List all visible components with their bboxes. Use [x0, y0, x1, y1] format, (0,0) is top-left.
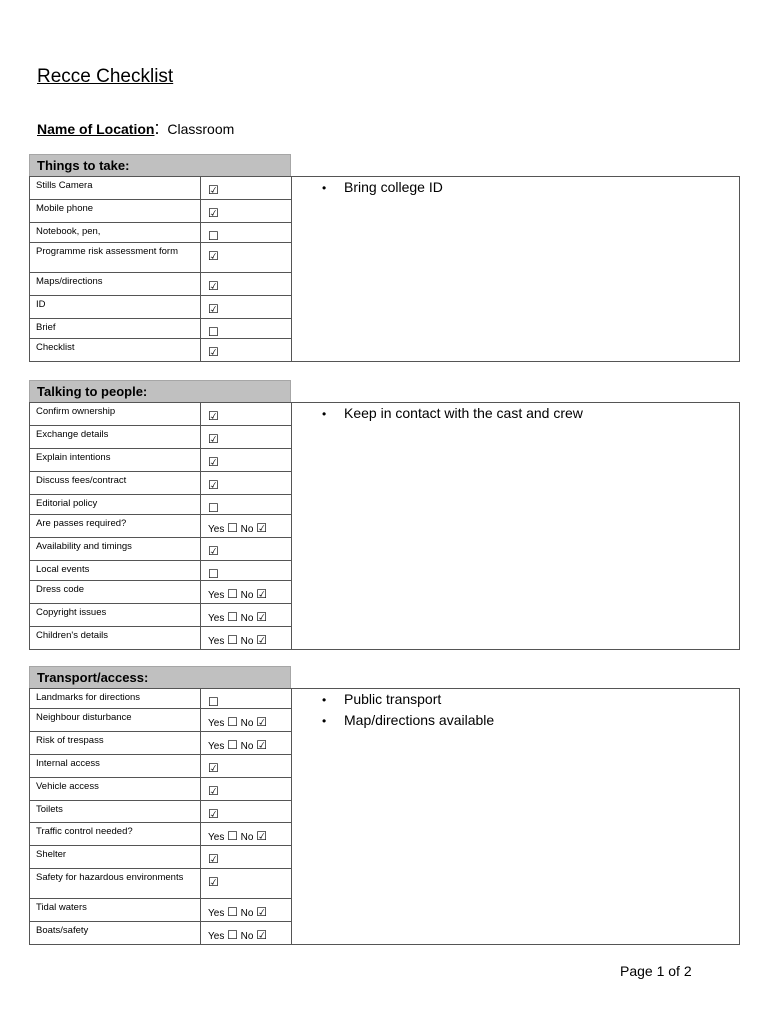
item-label: Stills Camera	[30, 177, 201, 199]
checklist-items	[30, 177, 292, 361]
checkbox-unchecked-icon: ☐	[227, 521, 238, 535]
item-state	[201, 538, 292, 560]
item-state	[201, 801, 292, 822]
checkbox-checked-icon: ☑	[208, 807, 219, 821]
item-state	[201, 319, 292, 338]
note-text: Keep in contact with the cast and crew	[344, 405, 583, 421]
notes-column	[292, 177, 739, 361]
item-state	[201, 296, 292, 318]
checklist-row	[30, 922, 292, 944]
checkbox-unchecked-icon: ☐	[227, 905, 238, 919]
yes-label: Yes	[208, 741, 225, 752]
item-label: ID	[30, 296, 201, 318]
item-label: Safety for hazardous environments	[30, 869, 201, 898]
no-label: No	[240, 613, 254, 624]
bullet-icon: •	[322, 407, 327, 421]
note-item	[322, 712, 739, 728]
item-state	[201, 778, 292, 800]
item-state	[201, 604, 292, 626]
item-state	[201, 899, 292, 921]
checkbox-unchecked-icon: ☐	[208, 695, 219, 709]
yes-label: Yes	[208, 931, 225, 942]
checklist-row	[30, 627, 292, 649]
yes-label: Yes	[208, 832, 225, 843]
yes-label: Yes	[208, 718, 225, 729]
note-item	[322, 405, 739, 421]
checkbox-checked-icon: ☑	[208, 544, 219, 558]
note-text: Bring college ID	[344, 179, 443, 195]
location-value: Classroom	[167, 121, 235, 137]
location-label: Name of Location	[37, 121, 155, 137]
checkbox-checked-icon: ☑	[256, 587, 267, 601]
item-label: Vehicle access	[30, 778, 201, 800]
item-state	[201, 177, 292, 199]
item-label: Dress code	[30, 581, 201, 603]
item-state	[201, 823, 292, 845]
checkbox-unchecked-icon: ☐	[227, 715, 238, 729]
item-state	[201, 561, 292, 580]
checkbox-checked-icon: ☑	[208, 432, 219, 446]
checklist-table	[29, 176, 740, 362]
checklist-row	[30, 200, 292, 223]
item-label: Shelter	[30, 846, 201, 868]
checklist-items	[30, 689, 292, 944]
item-state	[201, 581, 292, 603]
checkbox-checked-icon: ☑	[256, 928, 267, 942]
checkbox-checked-icon: ☑	[256, 905, 267, 919]
checklist-row	[30, 339, 292, 361]
checkbox-checked-icon: ☑	[208, 249, 219, 263]
checkbox-checked-icon: ☑	[208, 183, 219, 197]
checkbox-checked-icon: ☑	[208, 279, 219, 293]
item-state	[201, 689, 292, 708]
yes-label: Yes	[208, 908, 225, 919]
item-state	[201, 627, 292, 649]
item-state	[201, 495, 292, 514]
no-label: No	[240, 741, 254, 752]
checklist-row	[30, 732, 292, 755]
checklist-row	[30, 538, 292, 561]
item-state	[201, 223, 292, 242]
checkbox-checked-icon: ☑	[208, 761, 219, 775]
item-label: Brief	[30, 319, 201, 338]
checklist-row	[30, 561, 292, 581]
item-label: Children's details	[30, 627, 201, 649]
checklist-row	[30, 243, 292, 273]
item-state	[201, 339, 292, 361]
checklist-row	[30, 899, 292, 922]
yes-label: Yes	[208, 590, 225, 601]
checklist-row	[30, 801, 292, 823]
section-heading: Things to take:	[29, 154, 291, 176]
checklist-table	[29, 402, 740, 650]
checklist-row	[30, 223, 292, 243]
checklist-items	[30, 403, 292, 649]
checklist-row	[30, 604, 292, 627]
checklist-row	[30, 869, 292, 899]
checklist-row	[30, 495, 292, 515]
item-label: Explain intentions	[30, 449, 201, 471]
checkbox-checked-icon: ☑	[208, 478, 219, 492]
item-label: Are passes required?	[30, 515, 201, 537]
section-heading: Talking to people:	[29, 380, 291, 402]
checkbox-checked-icon: ☑	[256, 633, 267, 647]
item-label: Notebook, pen,	[30, 223, 201, 242]
checklist-row	[30, 449, 292, 472]
item-state	[201, 403, 292, 425]
item-state	[201, 273, 292, 295]
item-label: Mobile phone	[30, 200, 201, 222]
item-state	[201, 732, 292, 754]
checkbox-checked-icon: ☑	[208, 345, 219, 359]
yes-label: Yes	[208, 636, 225, 647]
item-label: Programme risk assessment form	[30, 243, 201, 272]
checkbox-checked-icon: ☑	[208, 409, 219, 423]
no-label: No	[240, 931, 254, 942]
section-transport-access	[29, 666, 740, 945]
checklist-row	[30, 296, 292, 319]
item-label: Toilets	[30, 801, 201, 822]
item-label: Discuss fees/contract	[30, 472, 201, 494]
notes-column	[292, 403, 739, 649]
note-item	[322, 691, 739, 707]
checklist-row	[30, 778, 292, 801]
item-label: Local events	[30, 561, 201, 580]
item-label: Risk of trespass	[30, 732, 201, 754]
yes-label: Yes	[208, 524, 225, 535]
item-label: Traffic control needed?	[30, 823, 201, 845]
no-label: No	[240, 524, 254, 535]
item-state	[201, 846, 292, 868]
checkbox-checked-icon: ☑	[208, 302, 219, 316]
item-state	[201, 472, 292, 494]
checkbox-unchecked-icon: ☐	[227, 587, 238, 601]
checkbox-checked-icon: ☑	[208, 784, 219, 798]
item-state	[201, 515, 292, 537]
checkbox-unchecked-icon: ☐	[227, 610, 238, 624]
checkbox-unchecked-icon: ☐	[208, 325, 219, 339]
location-line	[37, 118, 234, 139]
checklist-row	[30, 426, 292, 449]
checkbox-unchecked-icon: ☐	[227, 928, 238, 942]
note-item	[322, 179, 739, 195]
checkbox-unchecked-icon: ☐	[227, 829, 238, 843]
item-label: Editorial policy	[30, 495, 201, 514]
checkbox-unchecked-icon: ☐	[208, 229, 219, 243]
checkbox-checked-icon: ☑	[256, 738, 267, 752]
checklist-row	[30, 709, 292, 732]
checklist-row	[30, 319, 292, 339]
item-label: Landmarks for directions	[30, 689, 201, 708]
bullet-icon: •	[322, 714, 327, 728]
checklist-row	[30, 823, 292, 846]
checklist-row	[30, 755, 292, 778]
checklist-row	[30, 403, 292, 426]
checklist-row	[30, 472, 292, 495]
no-label: No	[240, 590, 254, 601]
checkbox-checked-icon: ☑	[208, 875, 219, 889]
notes-column	[292, 689, 739, 944]
checklist-row	[30, 177, 292, 200]
checkbox-checked-icon: ☑	[256, 829, 267, 843]
item-state	[201, 200, 292, 222]
checklist-row	[30, 689, 292, 709]
item-label: Confirm ownership	[30, 403, 201, 425]
item-label: Neighbour disturbance	[30, 709, 201, 731]
no-label: No	[240, 832, 254, 843]
item-label: Availability and timings	[30, 538, 201, 560]
checklist-row	[30, 273, 292, 296]
bullet-icon: •	[322, 693, 327, 707]
checkbox-unchecked-icon: ☐	[208, 501, 219, 515]
item-state	[201, 449, 292, 471]
item-state	[201, 755, 292, 777]
item-state	[201, 426, 292, 448]
location-colon: :	[154, 118, 160, 138]
item-label: Internal access	[30, 755, 201, 777]
item-label: Exchange details	[30, 426, 201, 448]
note-text: Map/directions available	[344, 712, 495, 728]
checkbox-checked-icon: ☑	[256, 715, 267, 729]
note-text: Public transport	[344, 691, 442, 707]
checklist-row	[30, 581, 292, 604]
item-state	[201, 243, 292, 272]
no-label: No	[240, 908, 254, 919]
section-talking-to-people	[29, 380, 740, 650]
item-label: Copyright issues	[30, 604, 201, 626]
item-state	[201, 869, 292, 898]
checklist-row	[30, 515, 292, 538]
checkbox-unchecked-icon: ☐	[208, 567, 219, 581]
item-label: Tidal waters	[30, 899, 201, 921]
bullet-icon: •	[322, 181, 327, 195]
item-label: Maps/directions	[30, 273, 201, 295]
checkbox-checked-icon: ☑	[256, 610, 267, 624]
checklist-table	[29, 688, 740, 945]
page-title: Recce Checklist	[37, 66, 174, 87]
checkbox-checked-icon: ☑	[208, 852, 219, 866]
no-label: No	[240, 718, 254, 729]
checkbox-checked-icon: ☑	[208, 206, 219, 220]
yes-label: Yes	[208, 613, 225, 624]
checkbox-unchecked-icon: ☐	[227, 738, 238, 752]
item-state	[201, 922, 292, 944]
section-things-to-take	[29, 154, 740, 362]
checkbox-unchecked-icon: ☐	[227, 633, 238, 647]
item-state	[201, 709, 292, 731]
no-label: No	[240, 636, 254, 647]
section-heading: Transport/access:	[29, 666, 291, 688]
checkbox-checked-icon: ☑	[256, 521, 267, 535]
checkbox-checked-icon: ☑	[208, 455, 219, 469]
item-label: Checklist	[30, 339, 201, 361]
page-number: Page 1 of 2	[620, 963, 692, 979]
checklist-row	[30, 846, 292, 869]
item-label: Boats/safety	[30, 922, 201, 944]
